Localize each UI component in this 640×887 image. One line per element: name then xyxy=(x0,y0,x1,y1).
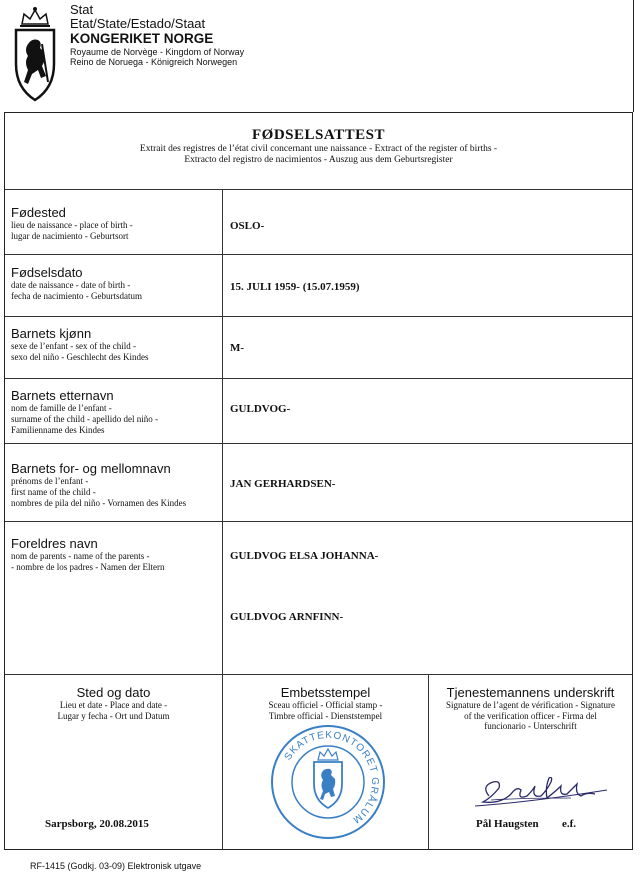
footer-place-sub: Lugar y fecha - Ort und Datum xyxy=(57,710,170,721)
footer-place-value: Sarpsborg, 20.08.2015 xyxy=(45,818,149,830)
header-right-border xyxy=(633,0,634,112)
row-label-main: Barnets etternavn xyxy=(11,388,114,403)
row-label-sub: nom de parents - name of the parents - xyxy=(11,551,150,561)
row-label-sub: lugar de nacimiento - Geburtsort xyxy=(11,231,129,241)
header-stat: Stat xyxy=(70,2,94,17)
footer-stamp-sub: Timbre official - Dienststempel xyxy=(268,710,383,721)
row-label-main: Barnets kjønn xyxy=(11,326,92,341)
footer-signature-sub: funcionario - Unterschrift xyxy=(484,721,577,731)
row-label-sub: sexo del niño - Geschlecht des Kindes xyxy=(11,352,149,362)
handwritten-signature-icon xyxy=(461,768,611,813)
row-parents-label xyxy=(11,536,164,573)
row-sex-value: M- xyxy=(230,342,245,354)
divider xyxy=(5,189,632,190)
row-label-main: Fødested xyxy=(11,205,66,220)
row-birthplace-label xyxy=(11,205,133,242)
header-kingdom: KONGERIKET NORGE xyxy=(70,31,214,46)
row-parents-value-father: GULDVOG ARNFINN- xyxy=(230,611,344,623)
column-divider xyxy=(222,189,223,674)
divider xyxy=(5,254,632,255)
row-label-main: Foreldres navn xyxy=(11,536,98,551)
certificate-subtitle-1: Extrait des registres de l’état civil concernant une naissance - Extract of the register of births - xyxy=(139,144,498,154)
row-label-main: Barnets for- og mellomnavn xyxy=(11,461,171,476)
row-surname-value: GULDVOG- xyxy=(230,403,291,415)
row-surname-label xyxy=(11,388,158,436)
row-label-sub: date de naissance - date of birth - xyxy=(11,280,131,290)
row-firstname-value: JAN GERHARDSEN- xyxy=(230,478,336,490)
header-kingdom-line1: Royaume de Norvège - Kingdom of Norway xyxy=(70,47,245,57)
footer-place-title: Sted og dato xyxy=(76,685,151,700)
row-label-sub: first name of the child - xyxy=(11,487,96,497)
footer-signature-sub: Signature de l’agent de vérification - Signature xyxy=(446,700,615,710)
row-label-sub: fecha de nacimiento - Geburtsdatum xyxy=(11,291,142,301)
official-stamp-icon xyxy=(268,722,388,842)
footer-place-date xyxy=(5,685,222,721)
row-label-sub: prénoms de l’enfant - xyxy=(11,476,89,486)
row-birthdate-value: 15. JULI 1959- (15.07.1959) xyxy=(230,281,360,293)
row-label-sub: Familienname des Kindes xyxy=(11,425,105,435)
divider xyxy=(5,521,632,522)
row-label-sub: lieu de naissance - place of birth - xyxy=(11,220,133,230)
footer-signature-sub: of the verification officer - Firma del xyxy=(464,710,597,721)
row-firstname-label xyxy=(11,461,186,509)
document-header xyxy=(0,0,640,112)
divider xyxy=(5,443,632,444)
footer-stamp-title: Embetsstempel xyxy=(280,685,371,700)
row-label-sub: sexe de l’enfant - sex of the child - xyxy=(11,341,136,351)
title-block xyxy=(5,113,632,189)
form-code: RF-1415 (Godkj. 03-09) Elektronisk utgave xyxy=(30,861,202,871)
footer-stamp-sub: Sceau officiel - Official stamp - xyxy=(268,700,383,710)
header-text xyxy=(70,3,244,67)
coat-of-arms-icon xyxy=(8,4,62,104)
row-label-sub: nom de famille de l’enfant - xyxy=(11,403,112,413)
footer-signature xyxy=(429,685,632,732)
row-parents-value-mother: GULDVOG ELSA JOHANNA- xyxy=(230,550,379,562)
header-states: Etat/State/Estado/Staat xyxy=(70,16,206,31)
row-birthplace-value: OSLO- xyxy=(230,220,265,232)
footer-stamp xyxy=(223,685,428,721)
divider xyxy=(5,674,632,675)
row-label-sub: - nombre de los padres - Namen der Eltern xyxy=(11,562,165,572)
row-sex-label xyxy=(11,326,148,363)
row-label-sub: nombres de pila del niño - Vornamen des Kindes xyxy=(11,498,187,508)
footer-signature-title: Tjenestemannens underskrift xyxy=(446,685,615,700)
row-birthdate-label xyxy=(11,265,142,302)
divider xyxy=(5,378,632,379)
row-label-main: Fødselsdato xyxy=(11,265,83,280)
divider xyxy=(5,316,632,317)
certificate-subtitle-2: Extracto del registro de nacimientos - Auszug aus dem Geburtsregister xyxy=(184,155,453,165)
signature-ef: e.f. xyxy=(562,818,577,830)
footer-place-sub: Lieu et date - Place and date - xyxy=(59,700,168,710)
certificate-title: FØDSELSATTEST xyxy=(252,127,385,143)
certificate-frame xyxy=(4,112,633,850)
header-kingdom-line2: Reino de Noruega - Königreich Norwegen xyxy=(70,57,238,67)
signature-name: Pål Haugsten xyxy=(476,818,539,830)
stamp-text: SKATTEKONTORET GRÅLUM xyxy=(282,729,381,826)
row-label-sub: surname of the child - apellido del niño - xyxy=(11,414,158,424)
